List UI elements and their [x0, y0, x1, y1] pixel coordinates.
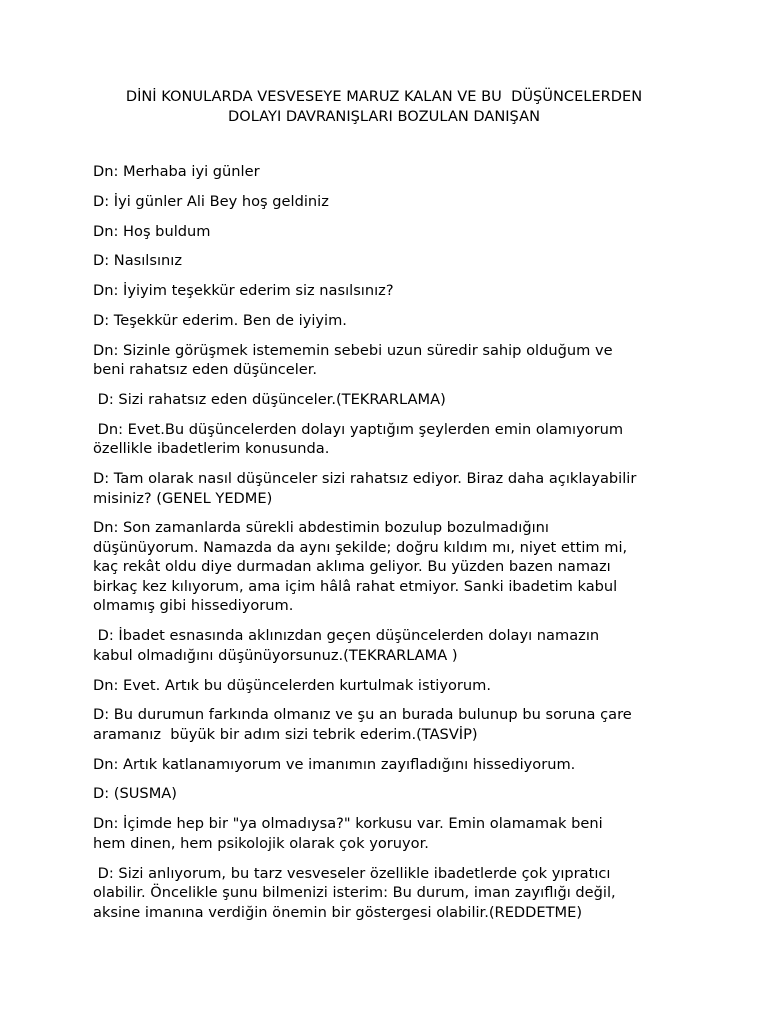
title-line: DOLAYI DAVRANIŞLARI BOZULAN DANIŞAN: [227, 107, 540, 125]
dialogue-body: [93, 162, 693, 932]
dialogue-line: olmamış gibi hissediyorum.: [93, 597, 294, 615]
dialogue-line: D: İyi günler Ali Bey hoş geldiniz: [93, 192, 329, 210]
dialogue-paragraph: [93, 814, 693, 853]
dialogue-line: D: Nasılsınız: [93, 252, 182, 270]
document-title: [60, 87, 708, 126]
dialogue-paragraph: [93, 864, 693, 923]
dialogue-paragraph: [93, 311, 693, 331]
dialogue-paragraph: [93, 281, 693, 301]
dialogue-line: D: İbadet esnasında aklınızdan geçen düşüncelerden dolayı namazın: [93, 627, 600, 645]
dialogue-line: Dn: İçimde hep bir "ya olmadıysa?" korkusu var. Emin olamamak beni: [93, 815, 603, 833]
dialogue-paragraph: [93, 251, 693, 271]
dialogue-line: Dn: Hoş buldum: [93, 222, 211, 240]
dialogue-line: Dn: İyiyim teşekkür ederim siz nasılsınız?: [93, 282, 394, 300]
dialogue-paragraph: [93, 626, 693, 665]
dialogue-line: D: Tam olarak nasıl düşünceler sizi rahatsız ediyor. Biraz daha açıklayabilir: [93, 470, 637, 488]
dialogue-paragraph: [93, 222, 693, 242]
dialogue-paragraph: [93, 469, 693, 508]
dialogue-line: hem dinen, hem psikolojik olarak çok yoruyor.: [93, 834, 429, 852]
dialogue-line: D: Sizi rahatsız eden düşünceler.(TEKRARLAMA): [93, 391, 446, 409]
dialogue-line: kaç rekât oldu diye durmadan aklıma geliyor. Bu yüzden bazen namazı: [93, 558, 611, 576]
dialogue-line: birkaç kez kılıyorum, ama içim hâlâ rahat etmiyor. Sanki ibadetim kabul: [93, 577, 618, 595]
dialogue-line: D: Sizi anlıyorum, bu tarz vesveseler özellikle ibadetlerde çok yıpratıcı: [93, 864, 611, 882]
dialogue-line: beni rahatsız eden düşünceler.: [93, 361, 318, 379]
dialogue-line: Dn: Evet.Bu düşüncelerden dolayı yaptığım şeylerden emin olamıyorum: [93, 420, 624, 438]
dialogue-line: olabilir. Öncelikle şunu bilmenizi isterim: Bu durum, iman zayıflığı değil,: [93, 884, 616, 902]
dialogue-line: D: Teşekkür ederim. Ben de iyiyim.: [93, 311, 347, 329]
dialogue-paragraph: [93, 420, 693, 459]
dialogue-line: D: Bu durumun farkında olmanız ve şu an burada bulunup bu soruna çare: [93, 706, 632, 724]
dialogue-line: Dn: Sizinle görüşmek istememin sebebi uzun süredir sahip olduğum ve: [93, 341, 613, 359]
dialogue-paragraph: [93, 518, 693, 616]
dialogue-paragraph: [93, 162, 693, 182]
dialogue-line: özellikle ibadetlerim konusunda.: [93, 440, 330, 458]
dialogue-paragraph: [93, 755, 693, 775]
title-line: DİNİ KONULARDA VESVESEYE MARUZ KALAN VE BU DÜŞÜNCELERDEN: [125, 88, 643, 105]
dialogue-paragraph: [93, 784, 693, 804]
dialogue-paragraph: [93, 341, 693, 380]
dialogue-line: Dn: Evet. Artık bu düşüncelerden kurtulmak istiyorum.: [93, 676, 492, 694]
dialogue-line: Dn: Artık katlanamıyorum ve imanımın zayıfladığını hissediyorum.: [93, 755, 576, 773]
dialogue-line: Dn: Merhaba iyi günler: [93, 163, 260, 180]
dialogue-line: misiniz? (GENEL YEDME): [93, 489, 273, 507]
dialogue-line: aramanız büyük bir adım sizi tebrik ederim.(TASVİP): [93, 725, 478, 743]
dialogue-line: D: (SUSMA): [93, 785, 177, 803]
dialogue-line: kabul olmadığını düşünüyorsunuz.(TEKRARLAMA ): [93, 646, 458, 664]
dialogue-line: aksine imanına verdiğin önemin bir göstergesi olabilir.(REDDETME): [93, 903, 583, 921]
dialogue-paragraph: [93, 705, 693, 744]
dialogue-line: düşünüyorum. Namazda da aynı şekilde; doğru kıldım mı, niyet ettim mi,: [93, 538, 628, 556]
dialogue-paragraph: [93, 390, 693, 410]
dialogue-paragraph: [93, 676, 693, 696]
dialogue-line: Dn: Son zamanlarda sürekli abdestimin bozulup bozulmadığını: [93, 519, 549, 537]
dialogue-paragraph: [93, 192, 693, 212]
